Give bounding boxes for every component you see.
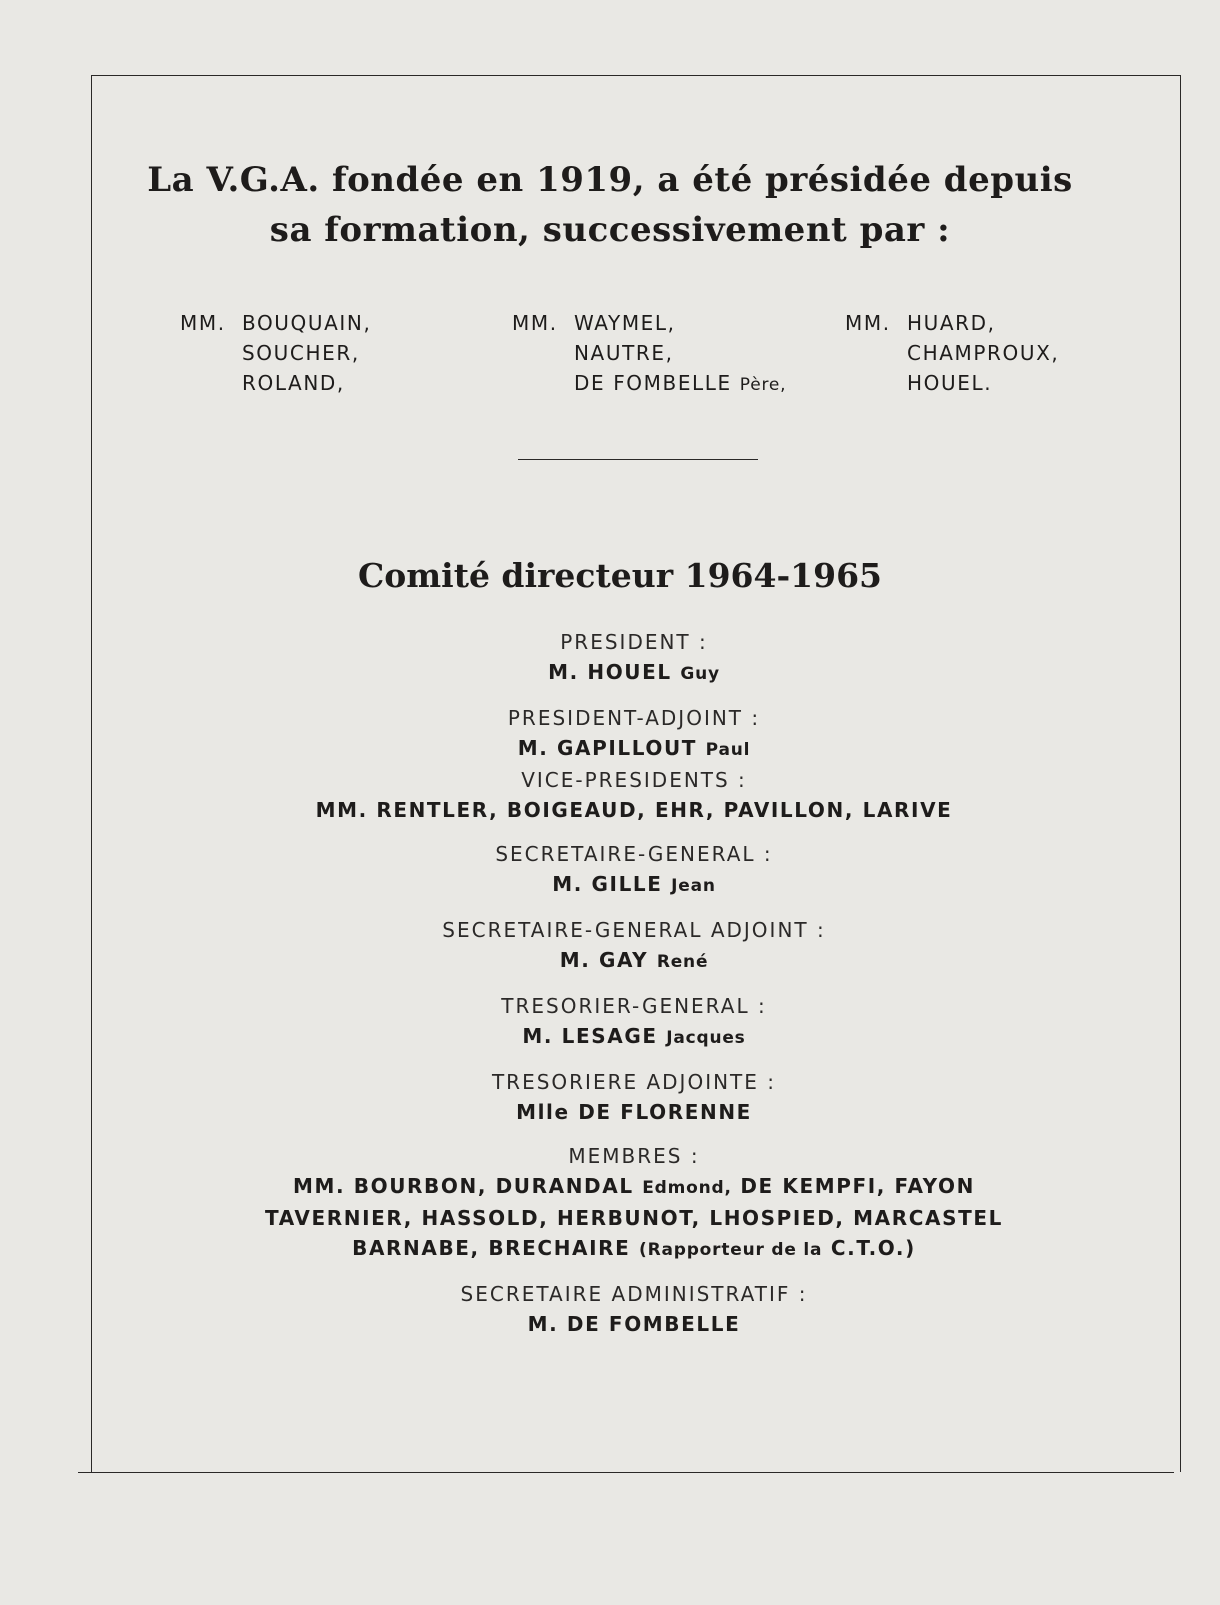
- prefix-mm: MM.: [180, 311, 226, 335]
- president-name: BOUQUAIN,: [242, 311, 372, 335]
- surname: M. HOUEL: [548, 660, 672, 684]
- role-vice-presidents: VICE-PRESIDENTS :: [521, 768, 747, 792]
- role-membres: MEMBRES :: [568, 1144, 700, 1168]
- presidents-column-3: [845, 308, 1059, 398]
- frame-bottom-rule: [78, 1472, 1174, 1473]
- surname: M. GAPILLOUT: [517, 736, 698, 760]
- given-name: René: [656, 952, 709, 972]
- given-name: Guy: [680, 664, 720, 684]
- members-line-3: [0, 1233, 1220, 1265]
- name-secretaire-general-adjoint: [0, 945, 1220, 977]
- role-secretaire-general: SECRETAIRE-GENERAL :: [495, 842, 773, 866]
- members-line-1: [0, 1171, 1220, 1203]
- names-vice-presidents: MM. RENTLER, BOIGEAUD, EHR, PAVILLON, LARIVE: [315, 798, 953, 822]
- president-name: SOUCHER,: [242, 341, 360, 365]
- header-line-2: sa formation, successivement par :: [269, 210, 951, 250]
- name-tresorier-general: [0, 1021, 1220, 1053]
- role-secretaire-administratif: SECRETAIRE ADMINISTRATIF :: [460, 1282, 808, 1306]
- committee-list: [0, 627, 1220, 1339]
- president-name: CHAMPROUX,: [907, 341, 1060, 365]
- given-name: Paul: [705, 740, 751, 760]
- name-secretaire-administratif: M. DE FOMBELLE: [527, 1312, 741, 1336]
- given-name: Jean: [671, 876, 716, 896]
- role-president: PRESIDENT :: [560, 630, 708, 654]
- president-suffix: Père,: [739, 375, 787, 395]
- members-note: (Rapporteur de la: [639, 1240, 823, 1260]
- header-line-1: La V.G.A. fondée en 1919, a été présidée depuis: [147, 160, 1073, 200]
- role-secretaire-general-adjoint: SECRETAIRE-GENERAL ADJOINT :: [442, 918, 826, 942]
- members-note-end: C.T.O.): [830, 1236, 916, 1260]
- given-name: Edmond,: [642, 1178, 732, 1198]
- committee-title: Comité directeur 1964-1965: [357, 556, 883, 595]
- members-names: MM. BOURBON, DURANDAL: [292, 1174, 634, 1198]
- role-president-adjoint: PRESIDENT-ADJOINT :: [507, 706, 761, 730]
- president-name: NAUTRE,: [574, 341, 674, 365]
- presidents-column-1: [180, 308, 371, 398]
- name-president-adjoint: [0, 733, 1220, 765]
- president-name: DE FOMBELLE: [574, 371, 732, 395]
- members-names: DE KEMPFI, FAYON: [740, 1174, 975, 1198]
- name-secretaire-general: [0, 869, 1220, 901]
- role-tresoriere-adjointe: TRESORIERE ADJOINTE :: [491, 1070, 777, 1094]
- surname: M. GILLE: [552, 872, 663, 896]
- president-name: HUARD,: [907, 311, 996, 335]
- members-line-2: TAVERNIER, HASSOLD, HERBUNOT, LHOSPIED, MARCASTEL: [265, 1206, 1003, 1230]
- role-tresorier-general: TRESORIER-GENERAL :: [501, 994, 767, 1018]
- name-tresoriere-adjointe: Mlle DE FLORENNE: [516, 1100, 752, 1124]
- prefix-mm: MM.: [512, 311, 558, 335]
- surname: M. LESAGE: [522, 1024, 658, 1048]
- name-president: [0, 657, 1220, 689]
- members-names: BARNABE, BRECHAIRE: [352, 1236, 631, 1260]
- section-divider: [518, 459, 758, 460]
- given-name: Jacques: [666, 1028, 746, 1048]
- president-name: WAYMEL,: [574, 311, 676, 335]
- prefix-mm: MM.: [845, 311, 891, 335]
- president-name: ROLAND,: [242, 371, 345, 395]
- presidents-column-2: [512, 308, 786, 400]
- president-name: HOUEL.: [907, 371, 993, 395]
- surname: M. GAY: [559, 948, 649, 972]
